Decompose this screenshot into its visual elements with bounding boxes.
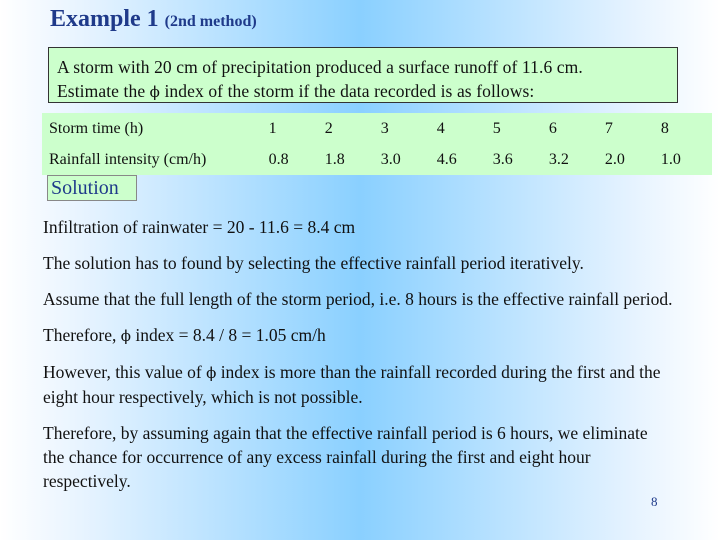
phi-index-paragraph [43,323,673,348]
table-cell: 8 [660,119,669,137]
table-cell: 1 [268,119,277,137]
problem-line-1: A storm with 20 cm of precipitation produced a surface runoff of 11.6 cm. [57,57,583,77]
table-cell: 0.8 [268,150,289,168]
table-row [42,144,712,175]
phi-symbol: ϕ [120,327,131,345]
solution-body [43,215,673,505]
table-cell: 3.2 [548,150,569,168]
table-cell: 4.6 [436,150,457,168]
table-cell: 3.0 [380,150,401,168]
table-cell: 4 [436,119,445,137]
table-row [42,113,712,144]
phi-index-text-end: index = 8.4 / 8 = 1.05 cm/h [130,325,326,345]
table-cell: 3.6 [492,150,513,168]
table-cell: 3 [380,119,389,137]
row-header: Rainfall intensity (cm/h) [49,150,207,168]
assumption-paragraph: Assume that the full length of the storm period, i.e. 8 hours is the effective rainfall period. [43,289,673,309]
problem-line-2 [57,79,669,104]
phi-index-text-start: Therefore, [43,325,121,345]
table-cell: 7 [604,119,613,137]
problem-line-2-end: index of the storm if the data recorded is as follows: [160,81,535,101]
row-header: Storm time (h) [49,119,144,137]
infiltration-paragraph: Infiltration of rainwater = 20 - 11.6 = 8.4 cm [43,217,356,237]
title-subtitle: (2nd method) [164,13,257,30]
solution-label: Solution [47,175,137,201]
problem-line-2-start: Estimate the [57,81,150,101]
table-cell: 2 [324,119,333,137]
slide-title [50,6,257,33]
table-cell: 2.0 [604,150,625,168]
however-text-end: index is more than the rainfall recorded during the first and the eight hour respectively, which is not possible. [43,362,661,407]
phi-symbol: ϕ [206,364,217,382]
table-cell: 1.8 [324,150,345,168]
rainfall-data-table [42,113,712,175]
table-cell: 1.0 [660,150,681,168]
however-text-start: However, this value of [43,362,207,382]
problem-statement [48,47,678,103]
page-number: 8 [651,494,658,509]
method-paragraph: The solution has to found by selecting the effective rainfall period iteratively. [43,253,584,273]
title-main: Example 1 [50,6,159,32]
table-cell: 5 [492,119,501,137]
however-paragraph [43,360,673,409]
phi-symbol: ϕ [149,83,160,101]
conclusion-paragraph: Therefore, by assuming again that the effective rainfall period is 6 hours, we eliminate the chance for occurrence of any excess rainfall during the first and eight hour respectively. [43,423,648,491]
table-cell: 6 [548,119,557,137]
